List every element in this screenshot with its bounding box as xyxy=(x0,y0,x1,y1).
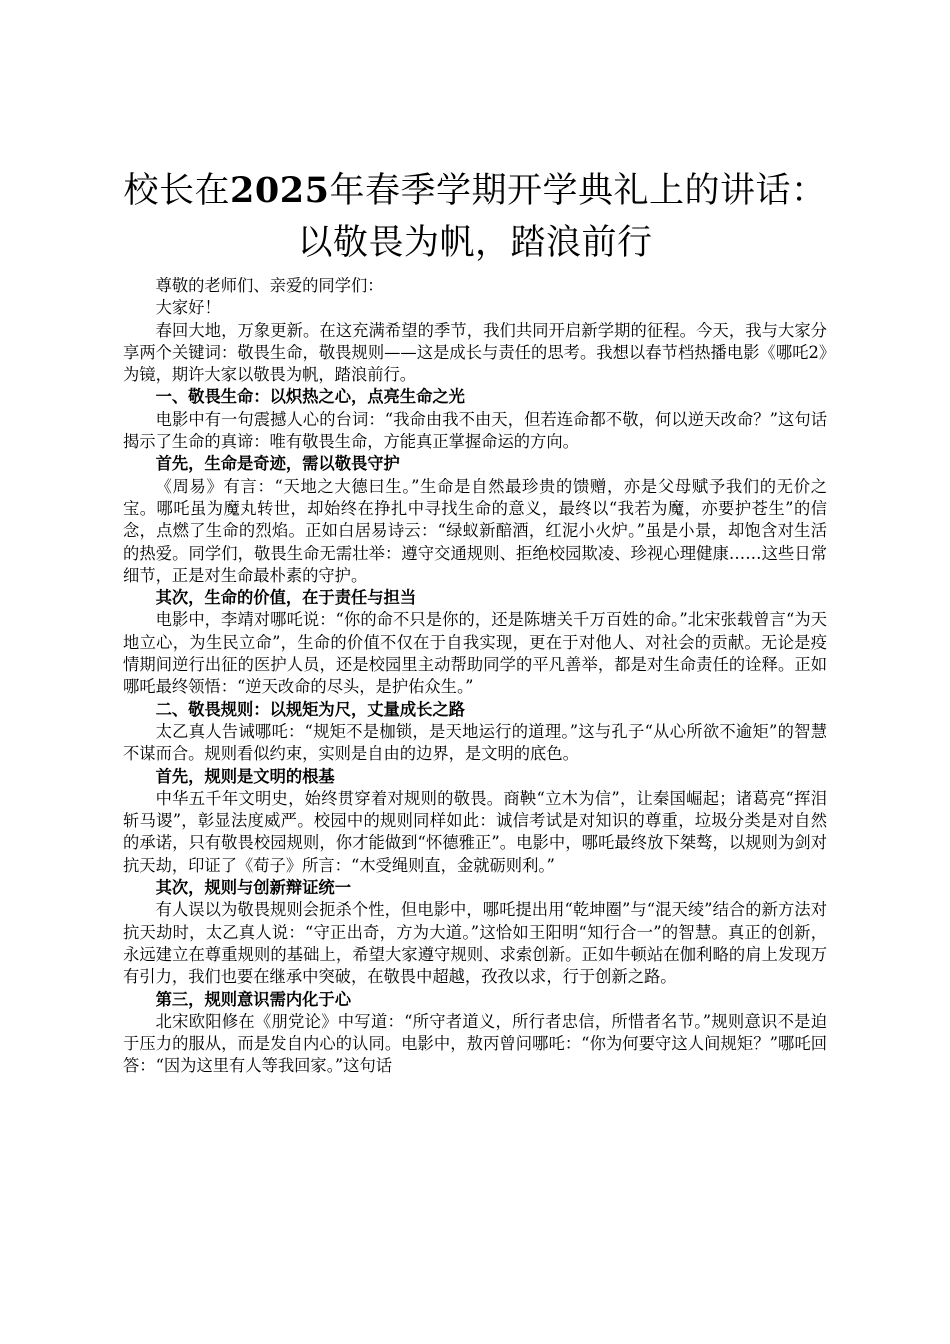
document-page xyxy=(123,165,827,1078)
paragraph: 中华五千年文明史，始终贯穿着对规则的敬畏。商鞅“立木为信”，让秦国崛起；诸葛亮“挥泪斩马谡”，彰显法度威严。校园中的规则同样如此：诚信考试是对知识的尊重，垃圾分类是对自然的承诺，只有敬畏校园规则，你才能做到“怀德雅正”。电影中，哪吒最终放下桀骜，以规则为剑对抗天劫，印证了《荀子》所言：“木受绳则直，金就砺则利。” xyxy=(123,788,827,875)
paragraph: 电影中有一句震撼人心的台词：“我命由我不由天，但若连命都不敬，何以逆天改命？”这句话揭示了生命的真谛：唯有敬畏生命，方能真正掌握命运的方向。 xyxy=(123,409,827,452)
title-line-2: 以敬畏为帆，踏浪前行 xyxy=(297,223,653,263)
subsection-heading: 其次，规则与创新辩证统一 xyxy=(155,878,351,898)
paragraph: 电影中，李靖对哪吒说：“你的命不只是你的，还是陈塘关千万百姓的命。”北宋张载曾言“为天地立心，为生民立命”，生命的价值不仅在于自我实现，更在于对他人、对社会的贡献。无论是疫情期间逆行出征的医护人员，还是校园里主动帮助同学的平凡善举，都是对生命责任的诠释。正如哪吒最终领悟：“逆天改命的尽头，是护佑众生。” xyxy=(123,610,827,697)
salutation: 尊敬的老师们、亲爱的同学们： xyxy=(155,276,384,295)
paragraph: 太乙真人告诫哪吒：“规矩不是枷锁，是天地运行的道理。”这与孔子“从心所欲不逾矩”的智慧不谋而合。规则看似约束，实则是自由的边界，是文明的底色。 xyxy=(123,721,827,764)
subsection-heading: 首先，规则是文明的根基 xyxy=(155,766,335,786)
paragraph: 《周易》有言：“天地之大德曰生。”生命是自然最珍贵的馈赠，亦是父母赋予我们的无价之宝。哪吒虽为魔丸转世，却始终在挣扎中寻找生命的意义，最终以“我若为魔，亦要护苍生”的信念，点燃了生命的烈焰。正如白居易诗云：“绿蚁新醅酒，红泥小火炉。”虽是小景，却饱含对生活的热爱。同学们，敬畏生命无需壮举：遵守交通规则、拒绝校园欺凌、珍视心理健康……这些日常细节，正是对生命最朴素的守护。 xyxy=(123,476,827,585)
paragraph: 春回大地，万象更新。在这充满希望的季节，我们共同开启新学期的征程。今天，我与大家分享两个关键词：敬畏生命，敬畏规则——这是成长与责任的思考。我想以春节档热播电影《哪吒2》为镜，期许大家以敬畏为帆，踏浪前行。 xyxy=(123,320,827,385)
section-heading: 二、敬畏规则：以规矩为尺，丈量成长之路 xyxy=(155,699,465,719)
document-body xyxy=(123,275,827,1078)
paragraph: 北宋欧阳修在《朋党论》中写道：“所守者道义，所行者忠信，所惜者名节。”规则意识不是迫于压力的服从，而是发自内心的认同。电影中，敖丙曾问哪吒：“你为何要守这人间规矩？”哪吒回答：“因为这里有人等我回家。”这句话 xyxy=(123,1011,827,1076)
document-title xyxy=(123,165,827,269)
greeting: 大家好！ xyxy=(155,298,221,318)
paragraph: 有人误以为敬畏规则会扼杀个性，但电影中，哪吒提出用“乾坤圈”与“混天绫”结合的新方法对抗天劫时，太乙真人说：“守正出奇，方为大道。”这恰如王阳明“知行合一”的智慧。真正的创新，永远建立在尊重规则的基础上，希望大家遵守规则、求索创新。正如牛顿站在伽利略的肩上发现万有引力，我们也要在继承中突破，在敬畏中超越，孜孜以求，行于创新之路。 xyxy=(123,900,827,987)
subsection-heading: 首先，生命是奇迹，需以敬畏守护 xyxy=(155,454,400,474)
section-heading: 一、敬畏生命：以炽热之心，点亮生命之光 xyxy=(155,387,465,407)
subsection-heading: 第三，规则意识需内化于心 xyxy=(155,989,351,1009)
title-line-1: 校长在2025年春季学期开学典礼上的讲话： xyxy=(123,170,827,211)
subsection-heading: 其次，生命的价值，在于责任与担当 xyxy=(155,588,417,608)
